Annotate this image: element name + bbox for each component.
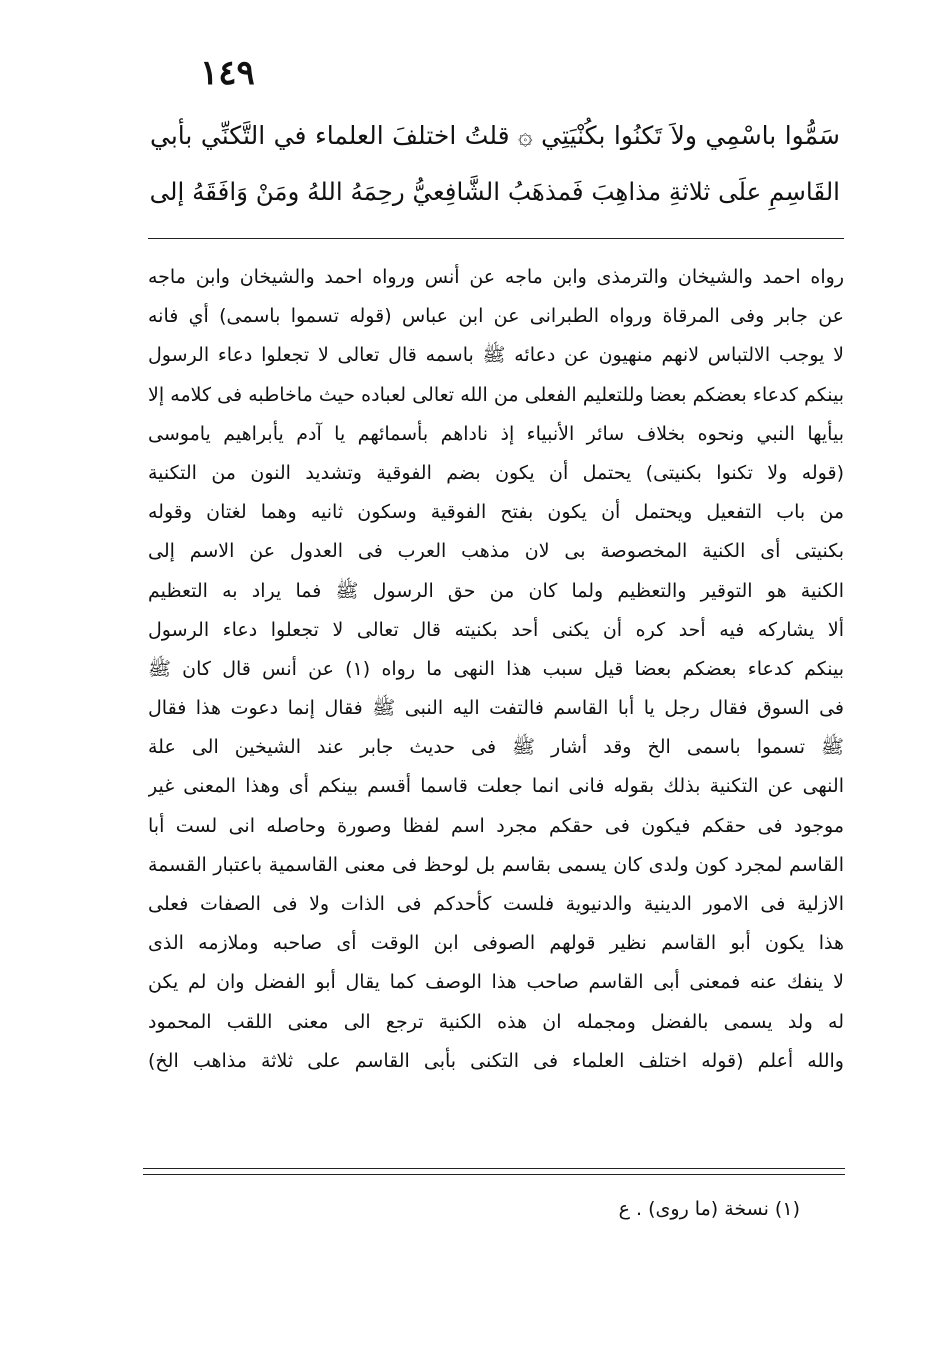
footnote: (١) نسخة (ما روى) . ع [618, 1198, 800, 1220]
main-hadith-text [150, 108, 840, 220]
commentary-line: موجود فى حقكم فيكون فى حقكم مجرد اسم لفظا وصورة وحاصله انى لست أبا [148, 814, 844, 837]
commentary-line: بينكم كدعاء بعضكم بعضا وللتعليم الفعلى من الله تعالى لعباده حيث ماخاطبه فى كلامه إلا [148, 383, 844, 406]
commentary-line: بكنيتى أى الكنية المخصوصة بى لان مذهب العرب فى العدول عن الاسم إلى [148, 540, 844, 563]
bottom-divider [143, 1168, 845, 1169]
commentary-line: له ولد يسمى بالفضل ومجمله ان هذه الكنية ترجع الى معنى اللقب المحمود [148, 1010, 844, 1033]
commentary-line: لا ينفك عنه فمعنى أبى القاسم صاحب هذا الوصف كما يقال أبو الفضل وان لم يكن [148, 971, 844, 994]
commentary-line: رواه احمد والشيخان والترمذى وابن ماجه عن أنس ورواه احمد والشيخان وابن ماجه [148, 266, 844, 288]
page-number: ١٤٩ [200, 53, 255, 93]
commentary-line: الكنية هو التوقير والتعظيم ولما كان من حق الرسول ﷺ فما يراد به التعظيم [148, 579, 844, 602]
bottom-divider [143, 1174, 845, 1175]
commentary-line: لا يوجب الالتباس لانهم منهيون عن دعائه ﷺ باسمه قال تعالى لا تجعلوا دعاء الرسول [148, 344, 844, 367]
commentary-line: فى السوق فقال رجل يا أبا القاسم فالتفت اليه النبى ﷺ فقال إنما دعوت هذا فقال [148, 697, 844, 720]
commentary-line: بينكم كدعاء بعضكم بعضا قيل سبب هذا النهى ما رواه (١) عن أنس قال كان ﷺ [148, 657, 844, 680]
commentary-line: بيأيها النبي ونحوه بخلاف سائر الأنبياء إذ ناداهم بأسمائهم يا آدم يأبراهيم ياموسى [148, 422, 844, 445]
commentary-line: (قوله ولا تكنوا بكنيتى) يحتمل أن يكون بضم الفوقية وتشديد النون من التكنية [148, 461, 844, 484]
commentary-line: النهى عن التكنية بذلك بقوله فانى انما جعلت قاسما أقسم بينكم أى وهذا المعنى غير [148, 775, 844, 798]
commentary-line: والله أعلم (قوله اختلف العلماء فى التكنى بأبى القاسم على ثلاثة مذاهب الخ) [148, 1049, 844, 1072]
commentary-line: من باب التفعيل ويحتمل أن يكون بفتح الفوقية وسكون ثانيه وهما لغتان وقوله [148, 501, 844, 524]
commentary-line: الازلية فى الامور الدينية والدنيوية فلست كأحدكم فى الذات ولا فى الصفات فعلى [148, 893, 844, 915]
commentary-line: القاسم لمجرد كون ولدى كان يسمى بقاسم بل لوحظ فى معنى القاسمية باعتبار القسمة [148, 853, 844, 876]
commentary-line: هذا يكون أبو القاسم نظير قولهم الصوفى ابن الوقت أى صاحبه وملازمه الذى [148, 932, 844, 955]
main-text-line: سَمُّوا باسْمِي ولاَ تَكنُوا بكُنْيَتِي ۞ قلتُ اختلفَ العلماء في التَّكنِّي بأبي [150, 121, 840, 150]
main-text-line: القَاسِمِ علَى ثلاثةِ مذاهِبَ فَمذهَبُ الشَّافِعيُّ رحِمَهُ اللهُ ومَنْ وَافَقَهُ إلى [150, 177, 840, 206]
commentary-line: عن جابر وفى المرقاة ورواه الطبرانى عن ابن عباس (قوله تسموا باسمى) أي فانه [148, 305, 844, 328]
commentary-line: ألا يشاركه فيه أحد كره أن يكنى أحد بكنيته قال تعالى لا تجعلوا دعاء الرسول [148, 618, 844, 641]
commentary-block [148, 258, 844, 1081]
top-divider [148, 238, 844, 239]
commentary-line: ﷺ تسموا باسمى الخ وقد أشار ﷺ فى حديث جابر عند الشيخين الى علة [148, 736, 844, 759]
